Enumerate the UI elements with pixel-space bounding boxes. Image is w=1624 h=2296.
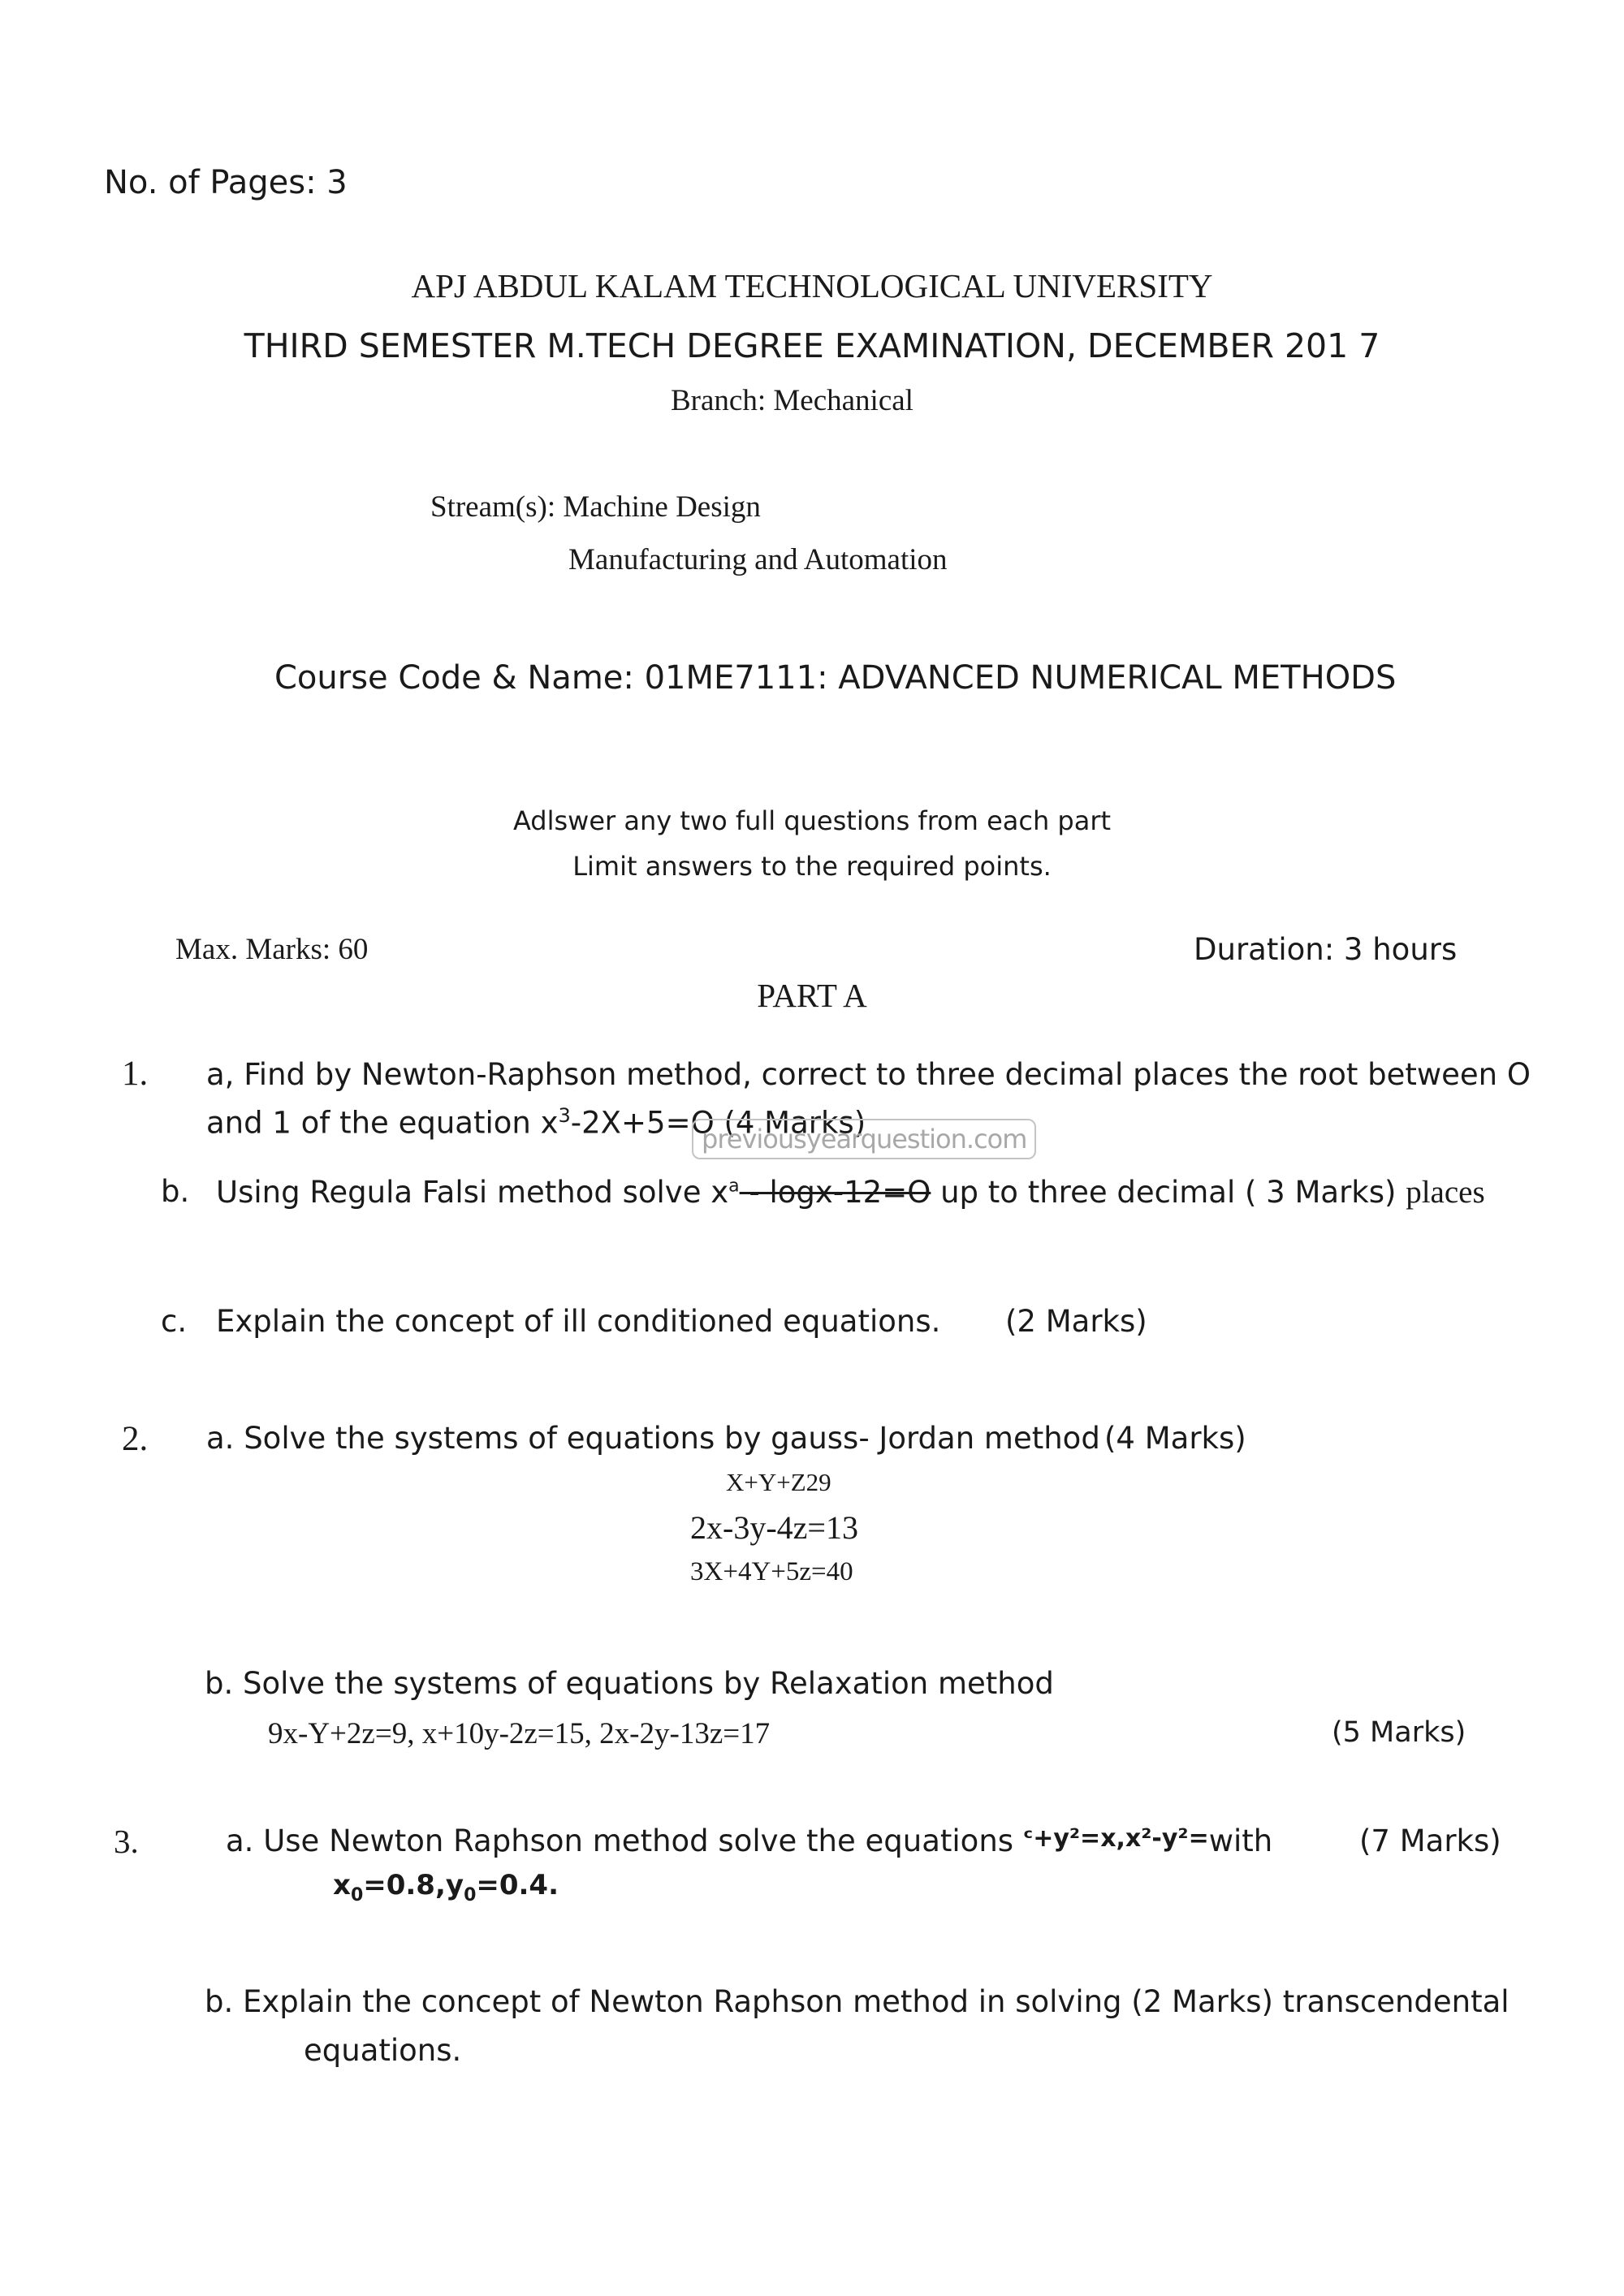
q3a-marks: (7 Marks) — [1359, 1823, 1501, 1858]
course-code-name: Course Code & Name: 01ME7111: ADVANCED NUMERICAL METHODS — [274, 659, 1397, 697]
q2a-equation-1: X+Y+Z29 — [726, 1468, 831, 1496]
stream-2: Manufacturing and Automation — [568, 543, 948, 576]
q1c-text: Explain the concept of ill conditioned equations. — [216, 1304, 941, 1339]
q2a-marks: (4 Marks) — [1104, 1421, 1246, 1456]
q3a-text: a. Use Newton Raphson method solve the equations ᶜ+y²=x,x²-y²=with — [226, 1823, 1273, 1858]
q2a-equation-3: 3X+4Y+5z=40 — [690, 1557, 853, 1586]
q2-number: 2. — [122, 1420, 149, 1458]
q3b-line-2: equations. — [304, 2033, 462, 2068]
branch: Branch: Mechanical — [671, 384, 914, 417]
q1a-line-1: a, Find by Newton-Raphson method, correct to three decimal places the root between O — [206, 1057, 1531, 1092]
q1c-label: c. — [161, 1304, 188, 1339]
q3b-line-1: b. Explain the concept of Newton Raphson method in solving (2 Marks) transcendental — [205, 1984, 1510, 2019]
max-marks: Max. Marks: 60 — [175, 933, 369, 966]
stream-1: Stream(s): Machine Design — [430, 490, 761, 524]
q2b-marks: (5 Marks) — [1332, 1716, 1466, 1749]
q2b-text: b. Solve the systems of equations by Relaxation method — [205, 1666, 1054, 1701]
part-heading: PART A — [757, 977, 867, 1014]
q1-number: 1. — [122, 1055, 149, 1093]
q1a-line-2: and 1 of the equation $x^3-2X+5=O$ (4 Marks) — [206, 1104, 866, 1141]
q3-number: 3. — [114, 1823, 139, 1860]
q1b-label: b. — [161, 1174, 190, 1209]
q1c-marks: (2 Marks) — [1005, 1304, 1147, 1339]
q1b-text: Using Regula Falsi method solve $x^a - \log x-12=O$ up to three decimal ( 3 Marks) places — [216, 1175, 1485, 1210]
q2b-equations: 9x-Y+2z=9, x+10y-2z=15, 2x-2y-13z=17 — [268, 1717, 771, 1750]
page-count: No. of Pages: 3 — [104, 164, 348, 201]
q2a-equation-2: 2x-3y-4z=13 — [690, 1509, 858, 1546]
exam-title: THIRD SEMESTER M.TECH DEGREE EXAMINATION, DECEMBER 201 7 — [244, 326, 1380, 365]
watermark-logo: previousyearquestion.com — [692, 1124, 1036, 1154]
instruction-2: Limit answers to the required points. — [572, 851, 1052, 882]
university-name: APJ ABDUL KALAM TECHNOLOGICAL UNIVERSITY — [411, 267, 1213, 304]
duration: Duration: 3 hours — [1194, 932, 1458, 967]
q2a-text: a. Solve the systems of equations by gauss- Jordan method — [206, 1421, 1100, 1456]
q3a-initial-values: $x_0=0.8,y_0=0.4$. — [333, 1869, 559, 1905]
instruction-1: Adlswer any two full questions from each part — [512, 805, 1112, 836]
